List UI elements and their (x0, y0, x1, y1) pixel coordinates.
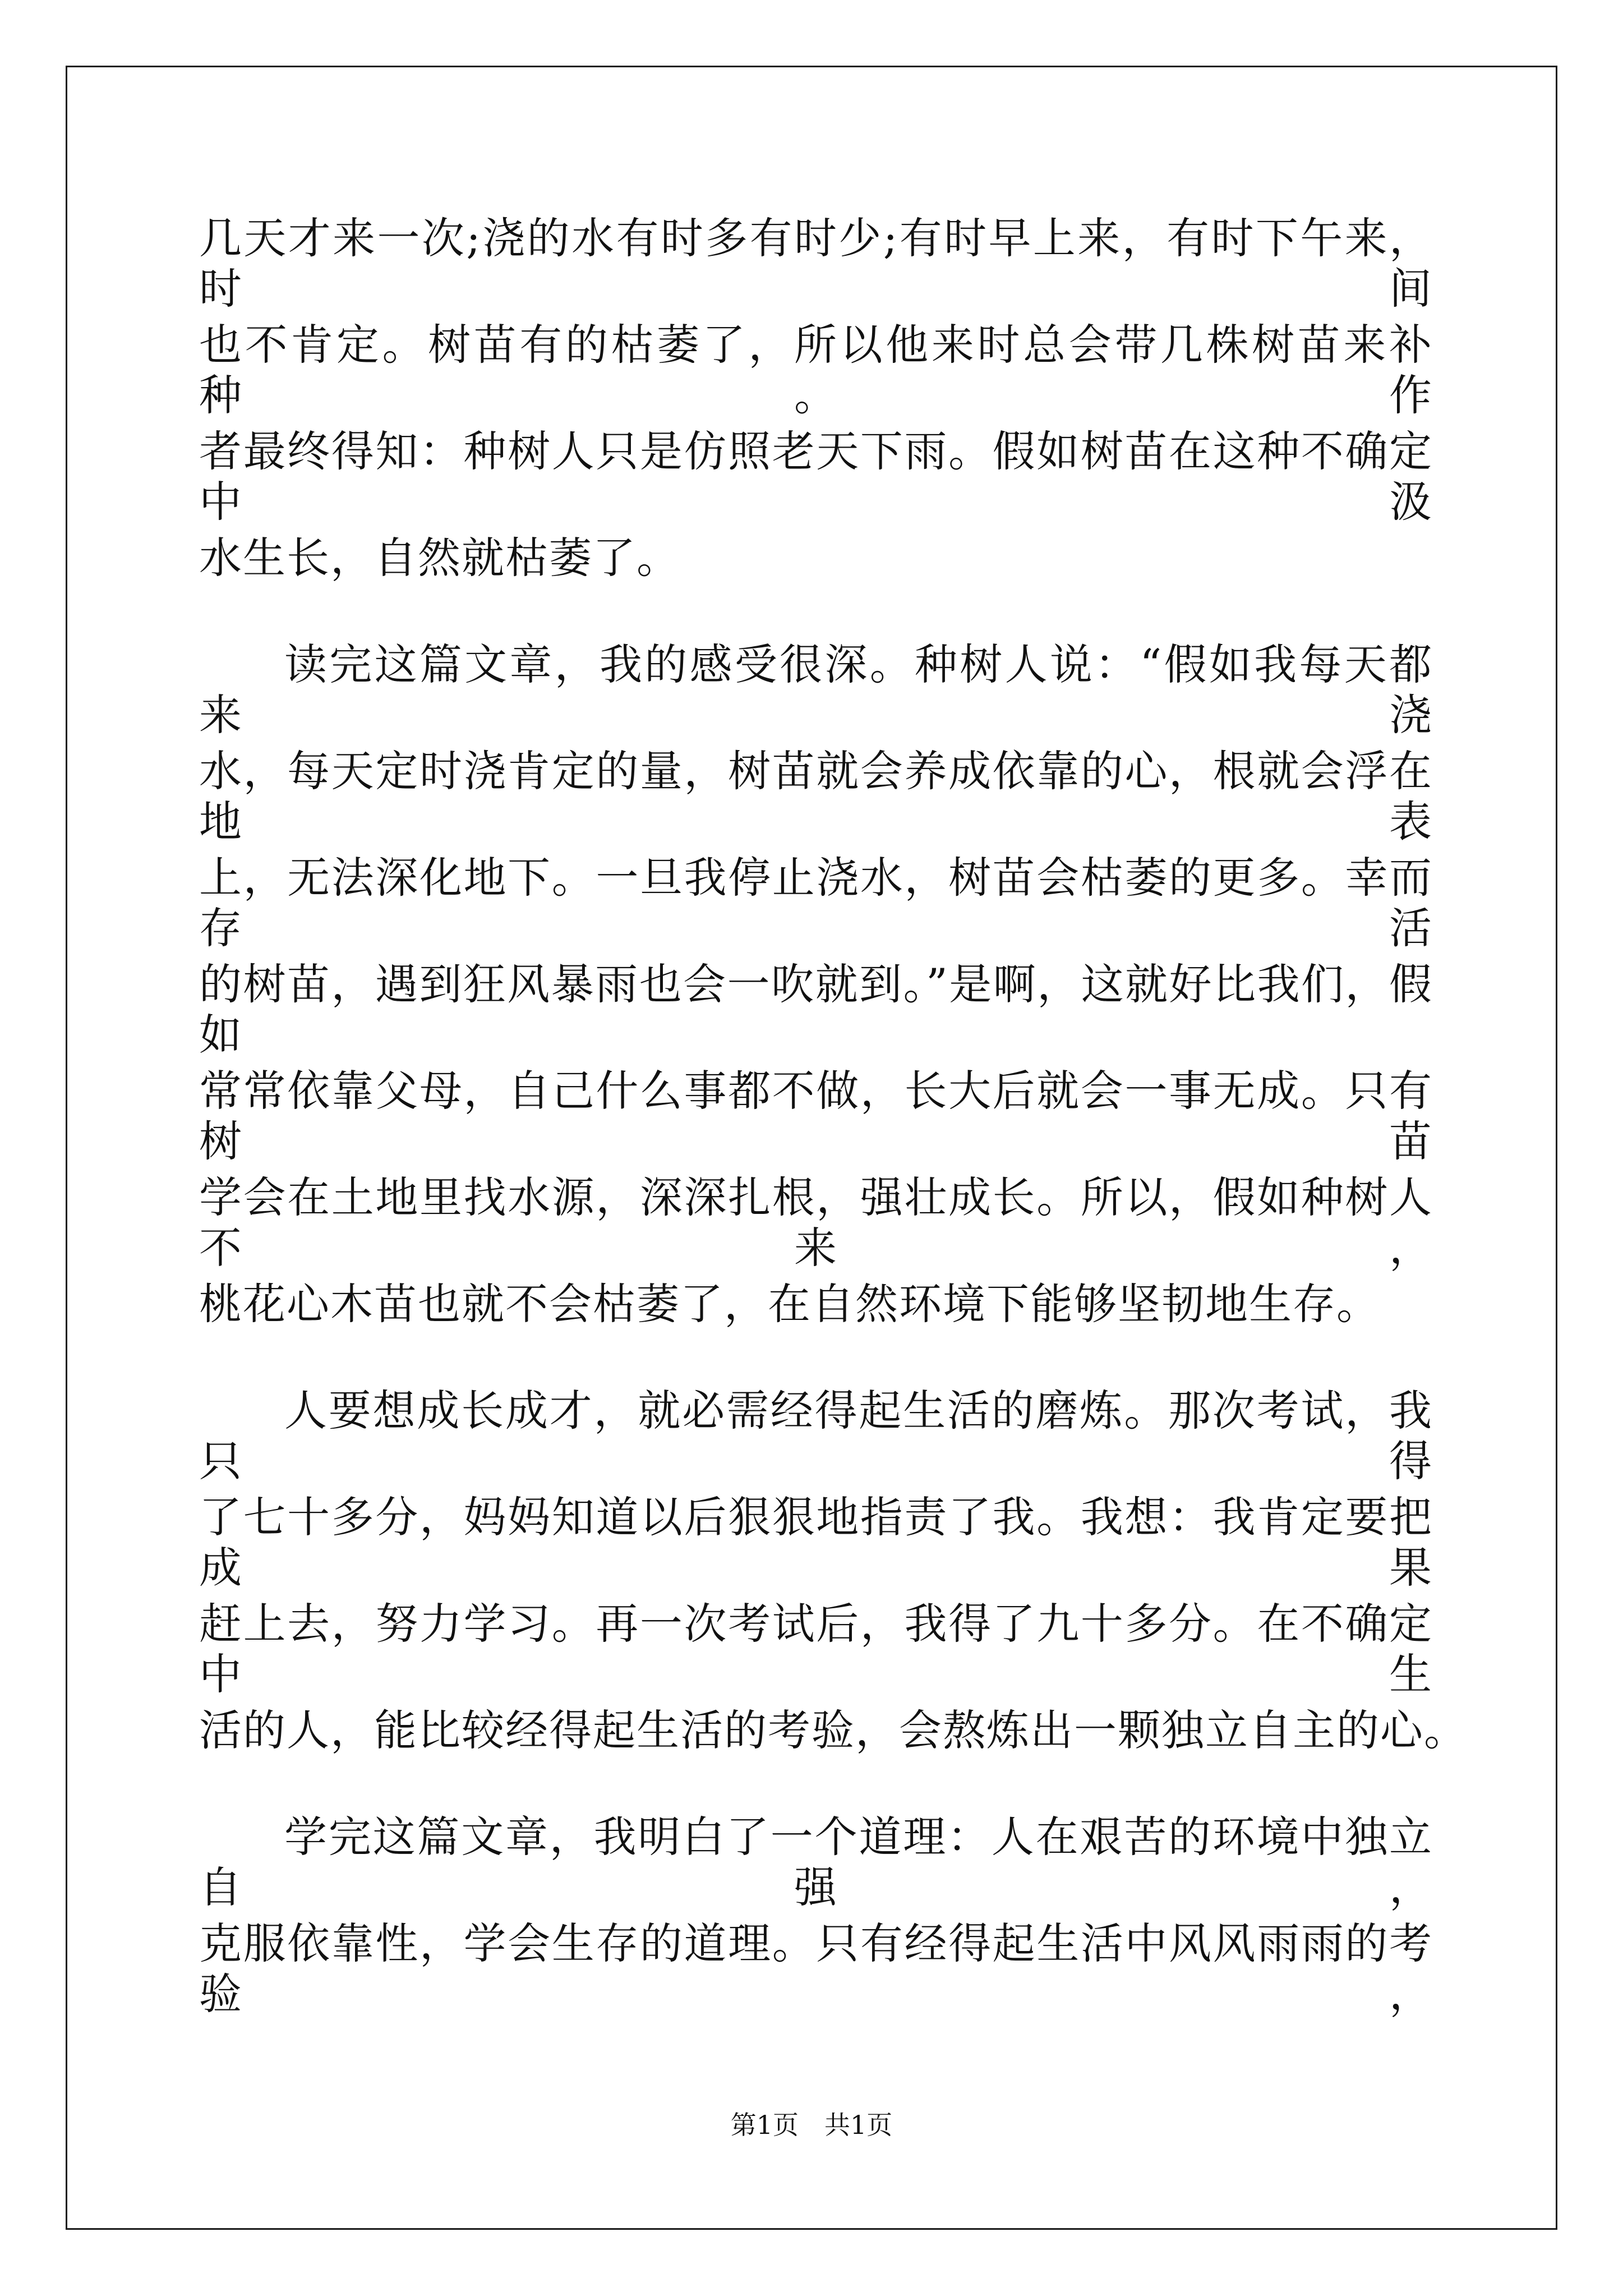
text-line: 者最终得知：种树人只是仿照老天下雨。假如树苗在这种不确定中汲 (199, 426, 1433, 527)
text-line: 学会在土地里找水源，深深扎根，强壮成长。所以，假如种树人不来， (199, 1172, 1433, 1273)
text-line: 学完这篇文章，我明白了一个道理：人在艰苦的环境中独立自强， (199, 1812, 1433, 1912)
text-line: 了七十多分，妈妈知道以后狠狠地指责了我。我想：我肯定要把成果 (199, 1492, 1433, 1593)
paragraph (199, 1812, 1433, 2025)
text-line: 桃花心木苗也就不会枯萎了，在自然环境下能够坚韧地生存。 (199, 1279, 1380, 1329)
text-line: 克服依靠性，学会生存的道理。只有经得起生活中风风雨雨的考验， (199, 1918, 1433, 2019)
text-line: 几天才来一次;浇的水有时多有时少;有时早上来，有时下午来，时间 (199, 213, 1433, 314)
text-line: 常常依靠父母，自己什么事都不做，长大后就会一事无成。只有树苗 (199, 1066, 1433, 1166)
text-line: 赶上去，努力学习。再一次考试后，我得了九十多分。在不确定中生 (199, 1599, 1433, 1699)
text-line: 水生长，自然就枯萎了。 (199, 533, 680, 583)
paragraph (199, 639, 1433, 1386)
text-line: 活的人，能比较经得起生活的考验，会熬炼出一颗独立自主的心。 (199, 1705, 1468, 1755)
text-line: 也不肯定。树苗有的枯萎了，所以他来时总会带几株树苗来补种。作 (199, 320, 1433, 420)
paragraph (199, 213, 1433, 639)
document-body (199, 213, 1468, 2025)
paragraph (199, 1386, 1468, 1812)
text-line: 读完这篇文章，我的感受很深。种树人说：“假如我每天都来浇 (199, 639, 1433, 740)
page-number-footer: 第1页 共1页 (730, 2110, 893, 2140)
text-line: 上，无法深化地下。一旦我停止浇水，树苗会枯萎的更多。幸而存活 (199, 853, 1433, 953)
text-line: 的树苗，遇到狂风暴雨也会一吹就到。”是啊，这就好比我们，假如 (199, 959, 1433, 1060)
text-line: 人要想成长成才，就必需经得起生活的磨炼。那次考试，我只得 (199, 1386, 1433, 1486)
text-line: 水，每天定时浇肯定的量，树苗就会养成依靠的心，根就会浮在地表 (199, 746, 1433, 846)
